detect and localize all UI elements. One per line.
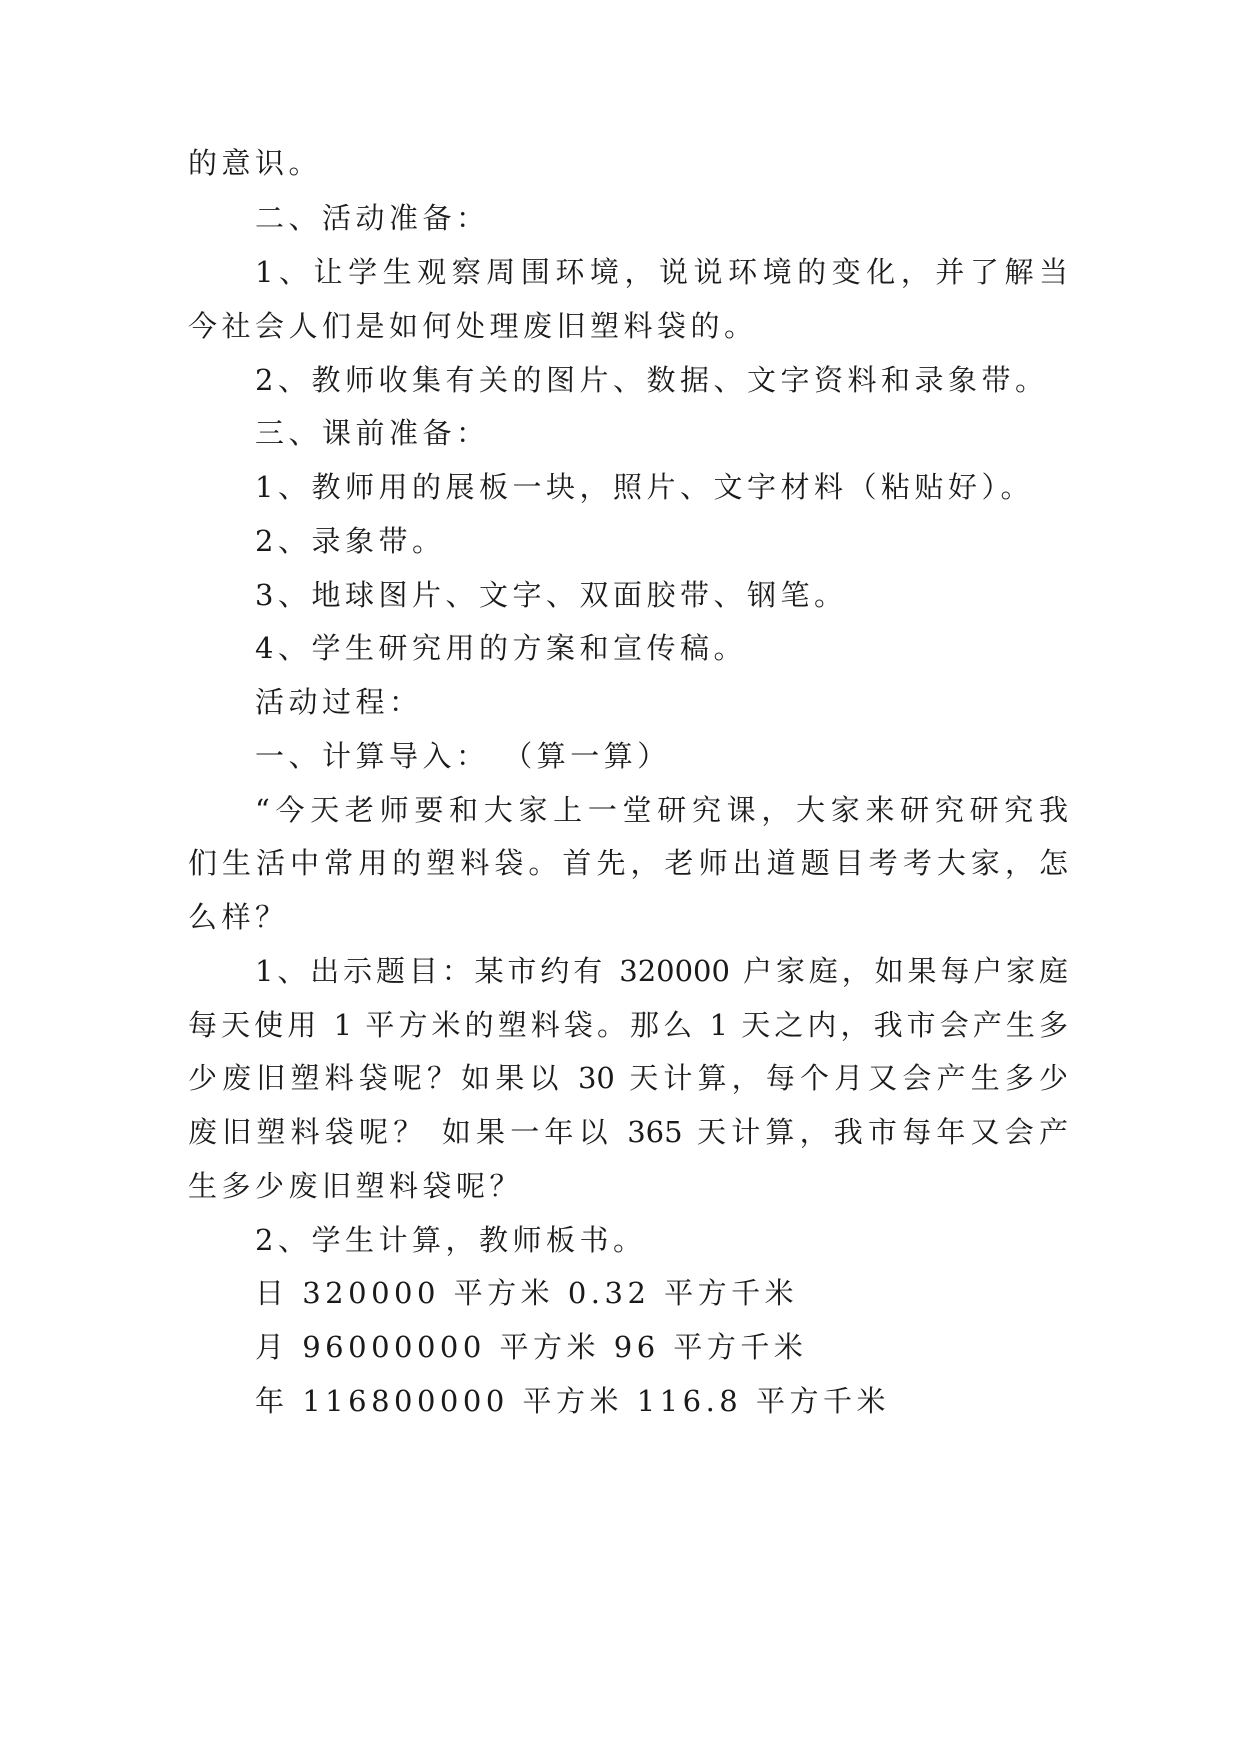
calc-line-month: 月 96000000 平方米 96 平方千米 bbox=[255, 1330, 808, 1364]
text-line: 3、地球图片、文字、双面胶带、钢笔。 bbox=[255, 578, 848, 612]
section-heading: 一、计算导入： （算一算） bbox=[255, 739, 671, 773]
text-line: 少废旧塑料袋呢？如果以 30 天计算，每个月又会产生多少 bbox=[188, 1061, 1068, 1095]
calc-line-day: 日 320000 平方米 0.32 平方千米 bbox=[255, 1276, 799, 1310]
calc-line-year: 年 116800000 平方米 116.8 平方千米 bbox=[255, 1384, 890, 1418]
text-line: 1、教师用的展板一块，照片、文字材料（粘贴好）。 bbox=[255, 470, 1034, 504]
text-line: 2、录象带。 bbox=[255, 524, 446, 558]
text-line: 2、教师收集有关的图片、数据、文字资料和录象带。 bbox=[255, 363, 1049, 397]
section-heading: 三、课前准备： bbox=[255, 416, 490, 450]
text-line: 4、学生研究用的方案和宣传稿。 bbox=[255, 631, 747, 665]
text-line: 生多少废旧塑料袋呢？ bbox=[188, 1169, 524, 1203]
text-line: 们生活中常用的塑料袋。首先，老师出道题目考考大家，怎 bbox=[188, 846, 1068, 880]
section-heading: 活动过程： bbox=[255, 685, 423, 719]
text-line: 1、让学生观察周围环境，说说环境的变化，并了解当 bbox=[255, 255, 1068, 289]
text-line: 1、出示题目：某市约有 320000 户家庭，如果每户家庭 bbox=[255, 954, 1068, 988]
text-line: 今社会人们是如何处理废旧塑料袋的。 bbox=[188, 309, 758, 343]
section-heading: 二、活动准备： bbox=[255, 201, 490, 235]
text-line: “今天老师要和大家上一堂研究课，大家来研究研究我 bbox=[255, 793, 1068, 827]
text-line: 2、学生计算，教师板书。 bbox=[255, 1223, 647, 1257]
text-line: 的意识。 bbox=[188, 146, 323, 180]
text-line: 废旧塑料袋呢？ 如果一年以 365 天计算，我市每年又会产 bbox=[188, 1115, 1068, 1149]
text-line: 么样？ bbox=[188, 900, 289, 934]
text-line: 每天使用 1 平方米的塑料袋。那么 1 天之内，我市会产生多 bbox=[188, 1008, 1068, 1042]
